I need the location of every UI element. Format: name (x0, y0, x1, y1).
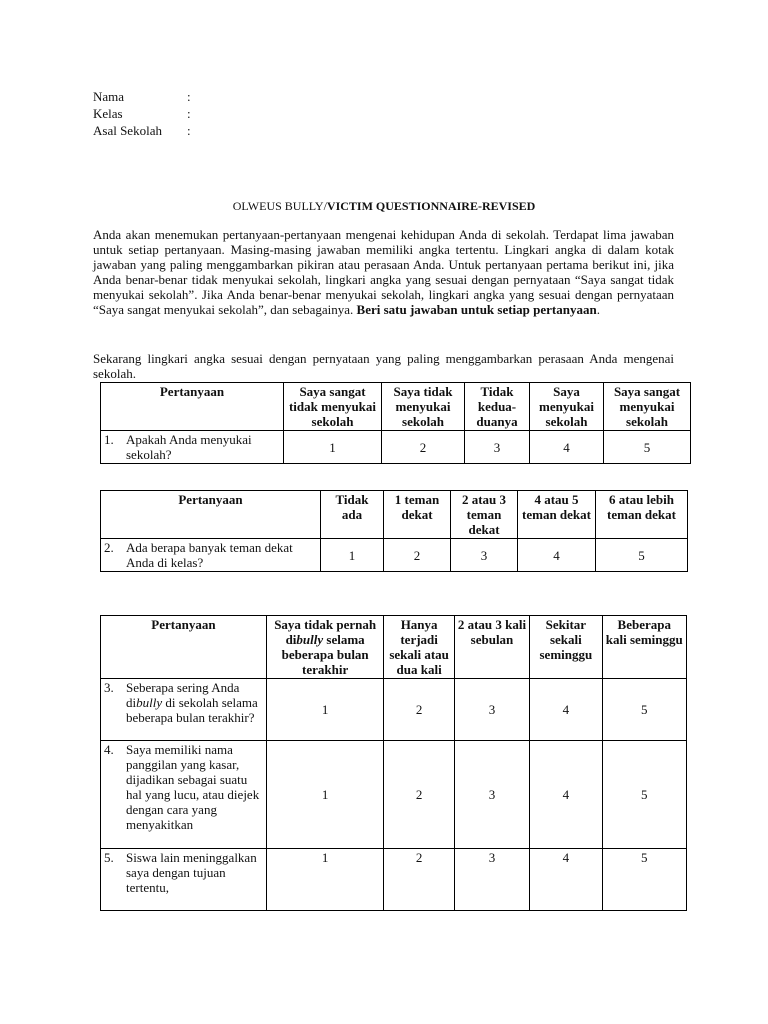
answer-option[interactable]: 2 (384, 679, 454, 741)
header-cell: Hanya terjadi sekali atau dua kali (384, 616, 454, 679)
header-cell: Pertanyaan (101, 616, 267, 679)
field-kelas (93, 106, 191, 123)
instruction-paragraph: Sekarang lingkari angka sesuai dengan pernyataan yang paling menggambarkan perasaan Anda mengenai sekolah. (93, 351, 674, 381)
question-table-3 (100, 615, 687, 911)
answer-option[interactable]: 2 (384, 539, 451, 572)
field-separator: : (187, 106, 191, 121)
intro-text: Anda akan menemukan pertanyaan-pertanyaan mengenai kehidupan Anda di sekolah. Terdapat lima jawaban untuk setiap pertanyaan. Masing-masing jawaban memiliki angka tertentu. Lingkari angka di dalam kotak jawaban yang paling menggambarkan pikiran atau perasaan Anda. Untuk pertanyaan pertama berikut ini, jika Anda benar-benar tidak menyukai sekolah, lingkari angka yang sesuai dengan pernyataan “Saya sangat tidak menyukai sekolah”. Jika Anda benar-benar menyukai sekolah, lingkari angka yang sesuai dengan pernyataan “Saya sangat menyukai sekolah”, dan sebagainya. (93, 227, 674, 317)
header-cell: Pertanyaan (101, 383, 284, 431)
field-separator: : (187, 89, 191, 104)
answer-option[interactable]: 2 (384, 741, 454, 849)
identity-fields (93, 89, 191, 140)
question-cell (101, 431, 284, 464)
table-row (101, 679, 687, 741)
table-header-row (101, 491, 688, 539)
header-cell: Pertanyaan (101, 491, 321, 539)
table-row (101, 849, 687, 911)
header-cell: Beberapa kali seminggu (602, 616, 686, 679)
answer-option[interactable]: 5 (602, 679, 686, 741)
answer-option[interactable]: 3 (465, 431, 530, 464)
header-cell: 2 atau 3 teman dekat (451, 491, 518, 539)
answer-option[interactable]: 2 (384, 849, 454, 911)
header-cell: 2 atau 3 kali sebulan (454, 616, 529, 679)
answer-option[interactable]: 1 (266, 849, 384, 911)
table-row (101, 741, 687, 849)
title-part2: VICTIM QUESTIONNAIRE-REVISED (326, 199, 536, 213)
header-cell: Saya menyukai sekolah (530, 383, 604, 431)
question-cell (101, 679, 267, 741)
answer-option[interactable]: 3 (454, 679, 529, 741)
header-text-italic: bully (296, 632, 324, 647)
document-title (0, 199, 768, 214)
question-text (126, 680, 263, 725)
header-text-a: Saya tidak pernah di (274, 617, 377, 647)
question-cell (101, 741, 267, 849)
intro-bold: Beri satu jawaban untuk setiap pertanyaan (356, 302, 597, 317)
answer-option[interactable]: 5 (596, 539, 688, 572)
header-cell: 1 teman dekat (384, 491, 451, 539)
question-text: Saya memiliki nama panggilan yang kasar, dijadikan sebagai suatu hal yang lucu, atau diejek dengan cara yang menyakitkan (126, 742, 260, 832)
question-text: Apakah Anda menyukai sekolah? (126, 432, 252, 462)
answer-option[interactable]: 1 (266, 741, 384, 849)
question-text-a: Seberapa sering Anda di (126, 680, 240, 710)
answer-option[interactable]: 3 (454, 849, 529, 911)
title-part1: OLWEUS BULLY/ (232, 199, 327, 213)
question-cell (101, 539, 321, 572)
answer-option[interactable]: 4 (530, 849, 602, 911)
header-cell: Tidak kedua-duanya (465, 383, 530, 431)
answer-option[interactable]: 1 (284, 431, 382, 464)
question-text-italic: bully (136, 695, 163, 710)
answer-option[interactable]: 3 (454, 741, 529, 849)
answer-option[interactable]: 4 (530, 679, 602, 741)
answer-option[interactable]: 3 (451, 539, 518, 572)
header-cell: Saya sangat tidak menyukai sekolah (284, 383, 382, 431)
table-row (101, 539, 688, 572)
answer-option[interactable]: 1 (321, 539, 384, 572)
field-nama (93, 89, 191, 106)
header-cell: 4 atau 5 teman dekat (518, 491, 596, 539)
field-asal-sekolah (93, 123, 191, 140)
field-separator: : (187, 123, 191, 138)
question-number: 3. (104, 680, 114, 695)
answer-option[interactable]: 5 (602, 849, 686, 911)
question-text: Siswa lain meninggalkan saya dengan tujuan tertentu, (126, 850, 257, 895)
header-cell: Saya tidak menyukai sekolah (382, 383, 465, 431)
header-cell: Tidak ada (321, 491, 384, 539)
header-cell: Sekitar sekali seminggu (530, 616, 602, 679)
header-cell: Saya sangat menyukai sekolah (604, 383, 691, 431)
question-number: 5. (104, 850, 114, 865)
question-number: 2. (104, 540, 114, 555)
header-cell (266, 616, 384, 679)
table-header-row (101, 383, 691, 431)
intro-end: . (596, 302, 600, 317)
answer-option[interactable]: 5 (602, 741, 686, 849)
answer-option[interactable]: 4 (530, 431, 604, 464)
answer-option[interactable]: 4 (530, 741, 602, 849)
question-text: Ada berapa banyak teman dekat Anda di kelas? (126, 540, 293, 570)
question-number: 1. (104, 432, 114, 447)
table-header-row (101, 616, 687, 679)
header-text-c: selama beberapa bulan terakhir (281, 632, 369, 677)
field-label: Asal Sekolah (93, 123, 162, 138)
answer-option[interactable]: 1 (266, 679, 384, 741)
question-table-1 (100, 382, 691, 464)
answer-option[interactable]: 2 (382, 431, 465, 464)
answer-option[interactable]: 5 (604, 431, 691, 464)
field-label: Nama (93, 89, 125, 104)
field-label: Kelas (93, 106, 123, 121)
answer-option[interactable]: 4 (518, 539, 596, 572)
question-cell (101, 849, 267, 911)
question-number: 4. (104, 742, 114, 757)
header-cell: 6 atau lebih teman dekat (596, 491, 688, 539)
question-text-c: di sekolah selama beberapa bulan terakhir? (126, 695, 258, 725)
table-row (101, 431, 691, 464)
question-table-2 (100, 490, 688, 572)
intro-paragraph (93, 227, 674, 317)
